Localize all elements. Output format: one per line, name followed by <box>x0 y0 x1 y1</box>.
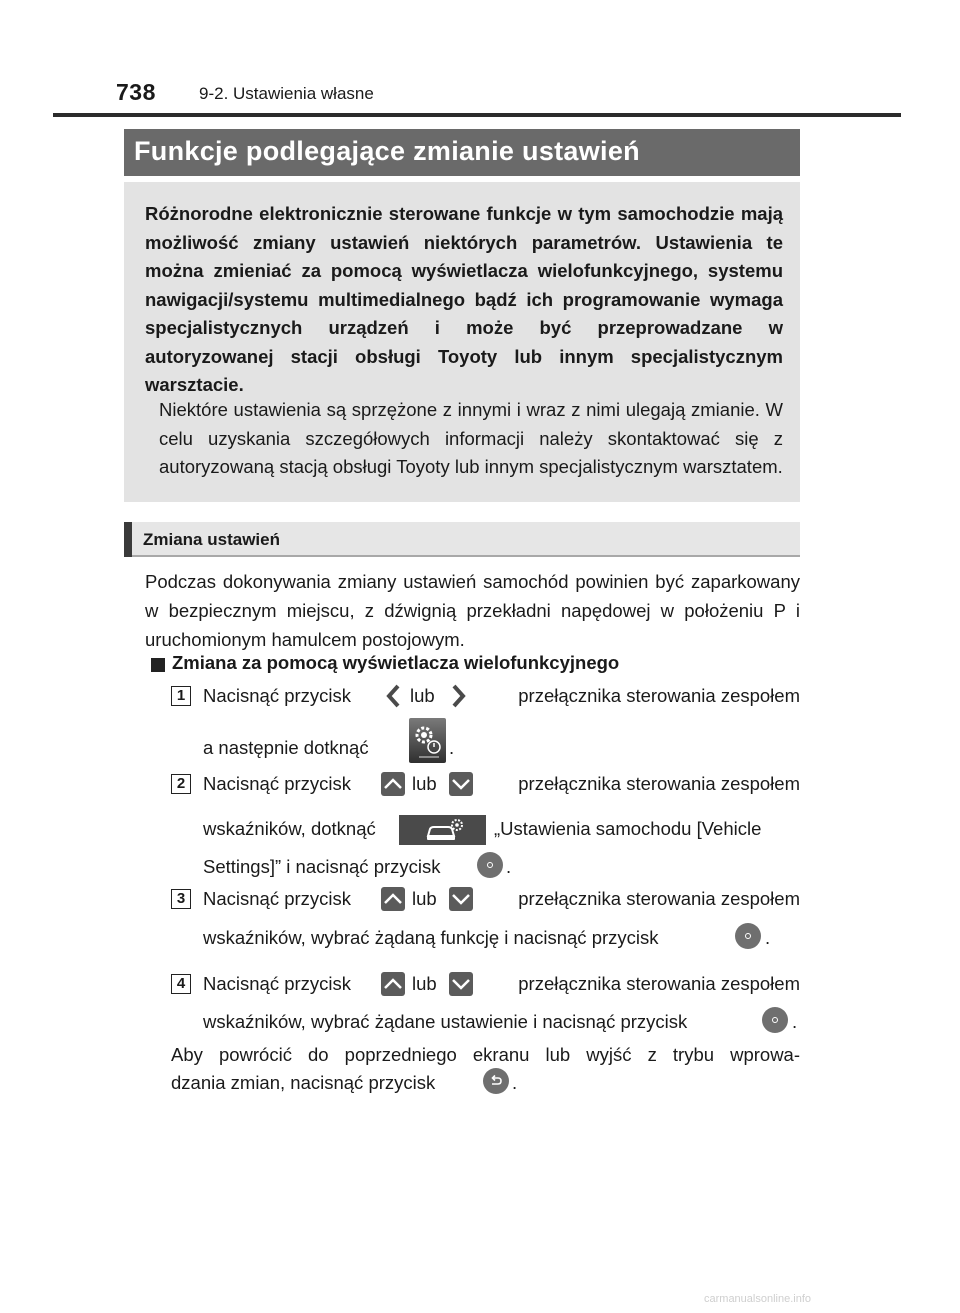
chevron-down-icon <box>449 772 473 796</box>
closing-line-1: Aby powrócić do poprzedniego ekranu lub wyjść z trybu wprowa- <box>171 1044 800 1065</box>
settings-icon <box>409 718 446 763</box>
ok-button-icon <box>735 923 761 949</box>
step-4-line2: wskaźników, wybrać żądane ustawienie i nacisnąć przycisk <box>203 1011 688 1032</box>
step-1-text-pre: Nacisnąć przycisk <box>203 685 352 706</box>
back-button-icon <box>483 1068 509 1094</box>
step-number-4: 4 <box>171 974 191 994</box>
closing-line-2-end: . <box>512 1072 518 1093</box>
step-number-2: 2 <box>171 774 191 794</box>
chevron-up-icon <box>381 772 405 796</box>
section-reference: 9-2. Ustawienia własne <box>199 84 374 103</box>
page-title: Funkcje podlegające zmianie ustawień <box>134 136 640 166</box>
step-4-text-pre: Nacisnąć przycisk <box>203 973 352 994</box>
ok-button-icon <box>762 1007 788 1033</box>
chevron-up-icon <box>381 887 405 911</box>
subsection-title: Zmiana ustawień <box>143 530 280 549</box>
step-4-line2-end: . <box>792 1011 798 1032</box>
page-number: 738 <box>116 79 156 105</box>
step-number-3: 3 <box>171 889 191 909</box>
subsection-shadow <box>132 555 800 557</box>
step-3-text-pre: Nacisnąć przycisk <box>203 888 352 909</box>
step-4-text-post: przełącznika sterowania zespołem <box>518 973 800 994</box>
step-3-line2-end: . <box>765 927 771 948</box>
step-1-text-post: przełącznika sterowania zespołem <box>518 685 800 706</box>
chevron-down-icon <box>449 887 473 911</box>
step-1-line2-end: . <box>449 737 455 758</box>
intro-note-paragraph: Niektóre ustawienia są sprzężone z innymi i wraz z nimi ulegają zmianie. W celu uzyskania szczegółowych informacji należy skontaktować się z autoryzowaną stacją obsługi Toyoty lub innym specjalistycznym warsztatem. <box>159 399 783 477</box>
chevron-right-icon <box>446 684 470 708</box>
chevron-up-icon <box>381 972 405 996</box>
step-2-text-post: przełącznika sterowania zespołem <box>518 773 800 794</box>
chevron-down-icon <box>449 972 473 996</box>
step-3-text-post: przełącznika sterowania zespołem <box>518 888 800 909</box>
vehicle-settings-icon <box>399 815 486 845</box>
intro-bold-paragraph: Różnorodne elektronicznie sterowane funkcje w tym samochodzie mają możliwość zmiany ustawień niektórych parametrów. Ustawienia te można zmieniać za pomocą wyświetlacza wielofunkcyjnego, systemu nawigacji/systemu multimedialnego bądź ich programowanie wymaga specjalistycznych urządzeń i może być przeprowadzane w autoryzowanej stacji obsługi Toyoty lub innym specjalistycznym warsztacie. <box>145 203 783 395</box>
step-2-line2: wskaźników, dotknąć <box>203 818 376 839</box>
header-divider <box>53 113 901 117</box>
step-1-text-mid: lub <box>410 685 435 706</box>
step-2-line3-end: . <box>506 856 512 877</box>
step-2-text-pre: Nacisnąć przycisk <box>203 773 352 794</box>
ok-button-icon <box>477 852 503 878</box>
step-3-text-mid: lub <box>412 888 437 909</box>
step-2-line2-after: „Ustawienia samochodu [Vehicle <box>494 818 762 839</box>
step-3-line2: wskaźników, wybrać żądaną funkcję i nacisnąć przycisk <box>203 927 659 948</box>
step-number-1: 1 <box>171 686 191 706</box>
step-2-line3: Settings]” i nacisnąć przycisk <box>203 856 441 877</box>
closing-line-2: dzania zmian, nacisnąć przycisk <box>171 1072 436 1093</box>
bullet-title: Zmiana za pomocą wyświetlacza wielofunkcyjnego <box>172 652 620 673</box>
body-paragraph: Podczas dokonywania zmiany ustawień samochód powinien być zaparkowany w bezpiecznym miejscu, z dźwignią przekładni napędowej w położeniu P i uruchomionym hamulcem postojowym. <box>145 571 800 650</box>
chevron-left-icon <box>382 684 406 708</box>
step-4-text-mid: lub <box>412 973 437 994</box>
footer-watermark: carmanualsonline.info <box>704 1293 812 1305</box>
subsection-accent <box>124 522 132 557</box>
step-1-line2: a następnie dotknąć <box>203 737 369 758</box>
bullet-square-icon <box>151 658 165 672</box>
step-2-text-mid: lub <box>412 773 437 794</box>
